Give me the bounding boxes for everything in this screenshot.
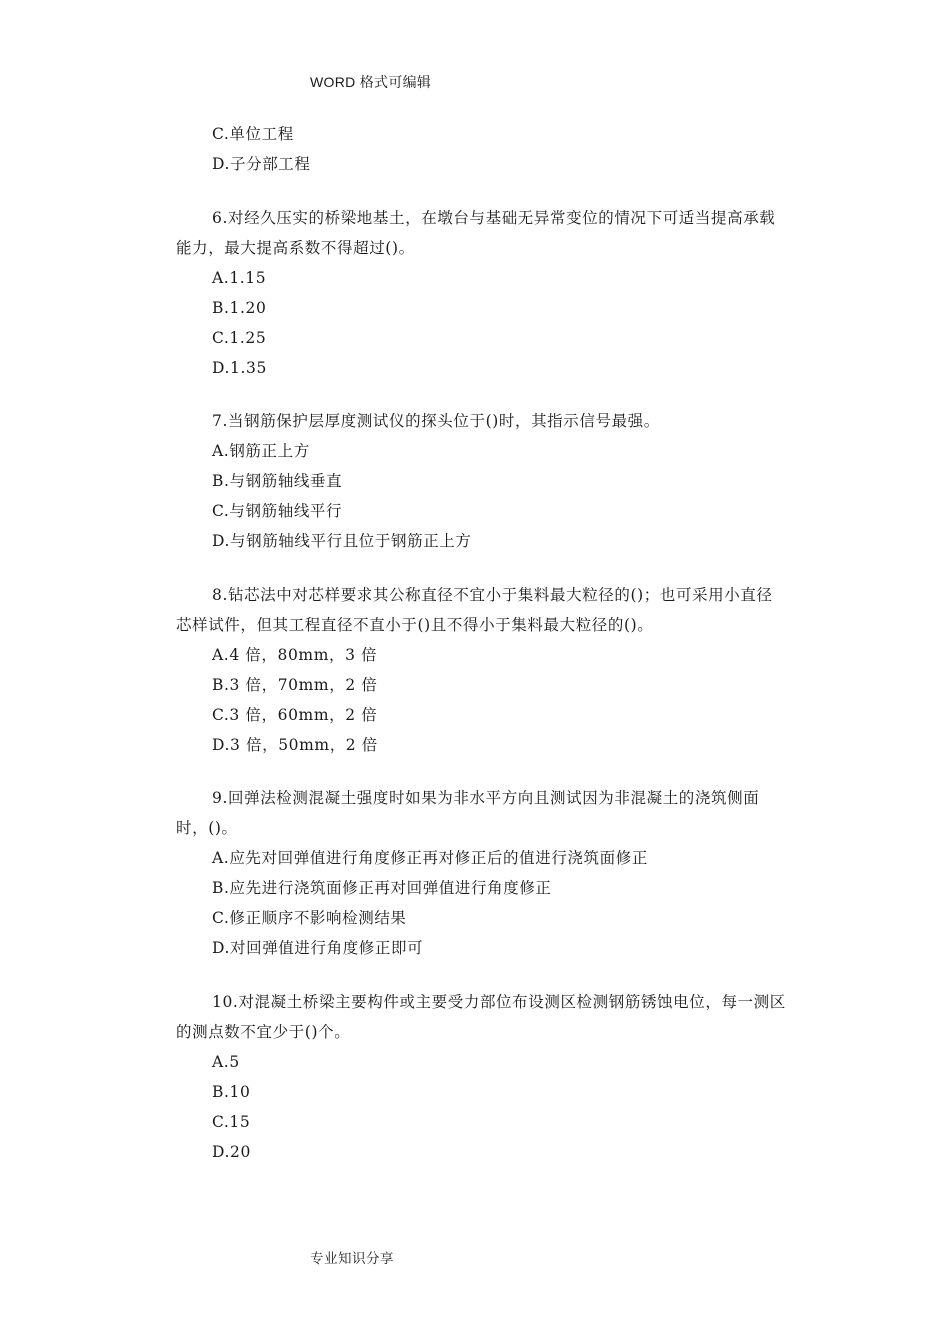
question-10-option-b: B.10 <box>212 1083 251 1101</box>
question-7-option-b: B.与钢筋轴线垂直 <box>212 472 343 490</box>
question-6-option-c: C.1.25 <box>212 329 267 347</box>
question-10-stem-line2: 的测点数不宜少于()个。 <box>176 1023 351 1041</box>
question-7-option-c: C.与钢筋轴线平行 <box>212 502 343 520</box>
question-10-stem-line1: 10.对混凝土桥梁主要构件或主要受力部位布设测区检测钢筋锈蚀电位，每一测区 <box>212 993 786 1011</box>
question-8-option-a: A.4 倍，80mm，3 倍 <box>212 646 378 664</box>
question-9-option-c: C.修正顺序不影响检测结果 <box>212 909 407 927</box>
question-10-option-c: C.15 <box>212 1113 251 1131</box>
question-8-option-d: D.3 倍，50mm，2 倍 <box>212 736 378 754</box>
question-9-option-b: B.应先进行浇筑面修正再对回弹值进行角度修正 <box>212 879 552 897</box>
question-7-option-a: A.钢筋正上方 <box>212 442 310 460</box>
question-7-stem-line1: 7.当钢筋保护层厚度测试仪的探头位于()时，其指示信号最强。 <box>212 412 660 430</box>
question-9-option-a: A.应先对回弹值进行角度修正再对修正后的值进行浇筑面修正 <box>212 849 648 867</box>
question-6-option-a: A.1.15 <box>212 269 267 287</box>
question-10-option-d: D.20 <box>212 1143 251 1161</box>
question-8-option-c: C.3 倍，60mm，2 倍 <box>212 706 378 724</box>
page-footer: 专业知识分享 <box>310 1251 394 1266</box>
question-8-stem-line2: 芯样试件，但其工程直径不直小于()且不得小于集料最大粒径的()。 <box>176 616 654 634</box>
page-header: WORD 格式可编辑 <box>310 74 432 90</box>
option-d-prev: D.子分部工程 <box>212 155 311 173</box>
question-8-option-b: B.3 倍，70mm，2 倍 <box>212 676 378 694</box>
question-10-option-a: A.5 <box>212 1053 240 1071</box>
question-6-option-b: B.1.20 <box>212 299 267 317</box>
question-7-option-d: D.与钢筋轴线平行且位于钢筋正上方 <box>212 532 472 550</box>
option-c-prev: C.单位工程 <box>212 125 294 143</box>
question-6-stem-line2: 能力，最大提高系数不得超过()。 <box>176 239 415 257</box>
question-6-stem-line1: 6.对经久压实的桥梁地基土，在墩台与基础无异常变位的情况下可适当提高承载 <box>212 209 776 227</box>
question-9-stem-line1: 9.回弹法检测混凝土强度时如果为非水平方向且测试因为非混凝土的浇筑侧面 <box>212 789 760 807</box>
question-8-stem-line1: 8.钻芯法中对芯样要求其公称直径不宜小于集料最大粒径的()；也可采用小直径 <box>212 586 773 604</box>
question-9-stem-line2: 时，()。 <box>176 819 238 837</box>
question-6-option-d: D.1.35 <box>212 359 267 377</box>
question-9-option-d: D.对回弹值进行角度修正即可 <box>212 939 424 957</box>
